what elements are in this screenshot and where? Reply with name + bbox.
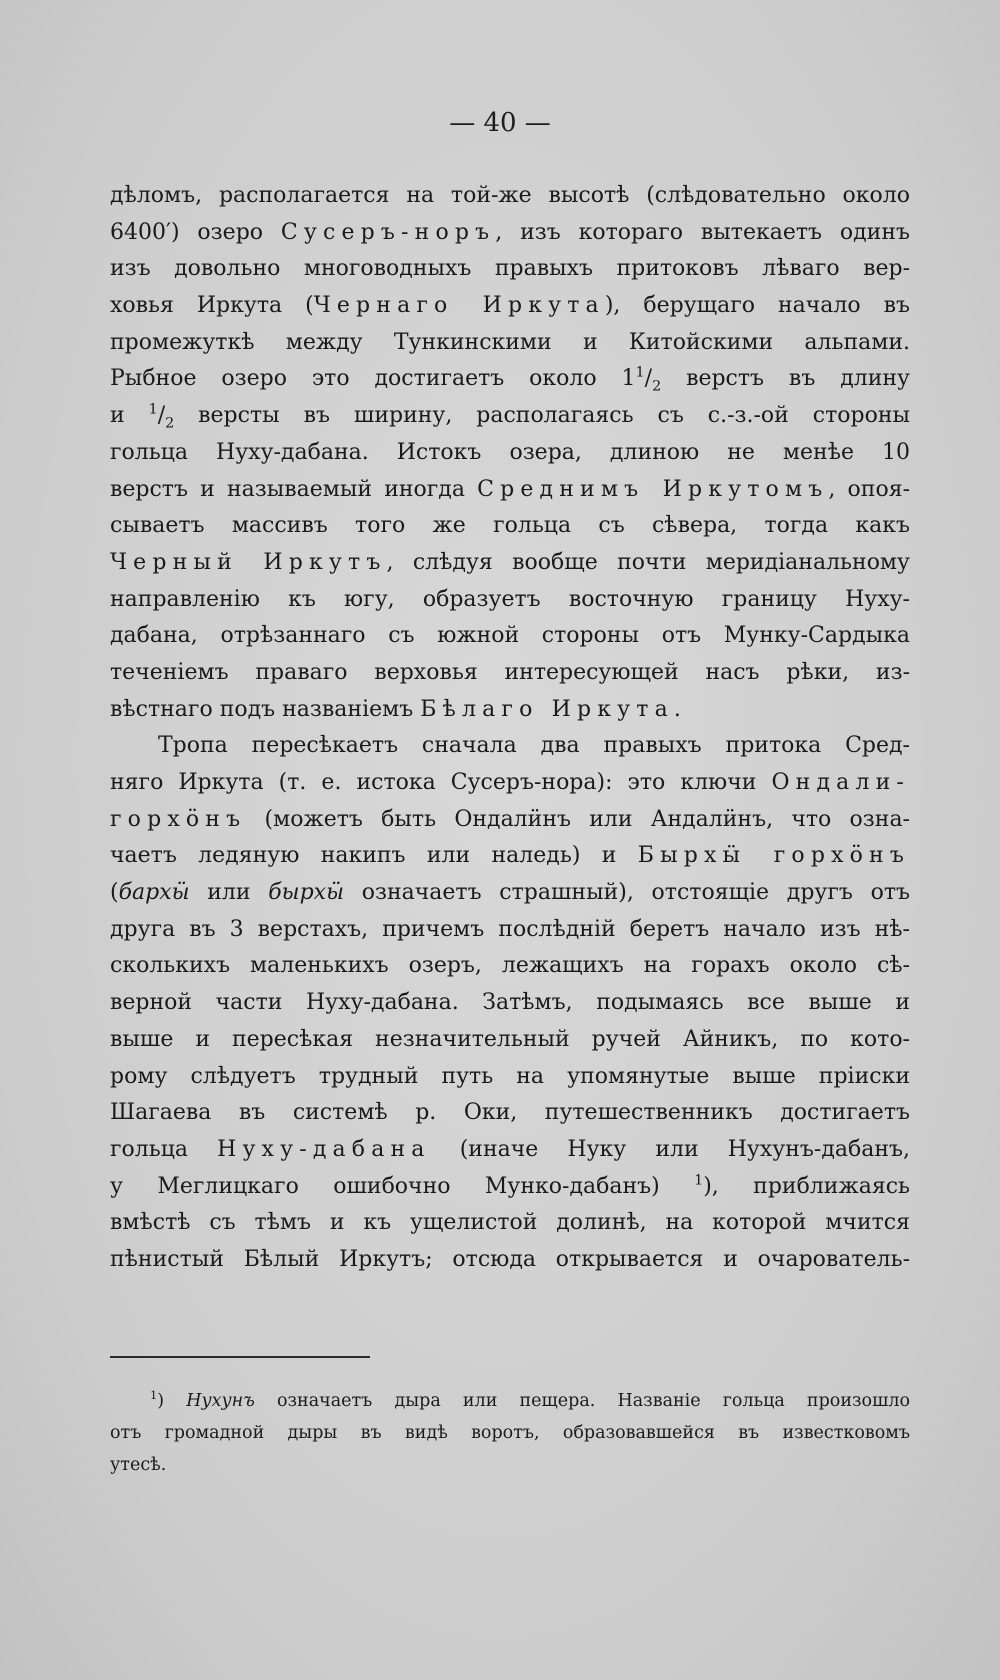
body-line: верной части Нуху-дабана. Затѣмъ, подымаясь все выше и bbox=[110, 990, 910, 1016]
body-line: сколькихъ маленькихъ озеръ, лежащихъ на горахъ около сѣ- bbox=[110, 953, 910, 979]
body-line: вѣстнаго подъ названіемъ Бѣлаго Иркута. bbox=[110, 696, 681, 722]
body-line: рому слѣдуетъ трудный путь на упомянутые выше пріиски bbox=[110, 1063, 910, 1089]
body-line: ховья Иркута (Чернаго Иркута), берущаго начало въ bbox=[110, 293, 910, 319]
footnote-line: $^1$) Нухунъ означаетъ дыра или пещера. Названіе гольца произошло bbox=[150, 1388, 910, 1411]
body-line: Тропа пересѣкаетъ сначала два правыхъ притока Сред- bbox=[158, 733, 910, 759]
footnote-line: отъ громадной дыры въ видѣ воротъ, образовавшейся въ известковомъ bbox=[110, 1423, 910, 1443]
body-line: и $^1/_2$ версты въ ширину, располагаясь съ с.-з.-ой стороны bbox=[110, 401, 910, 432]
footnote-divider bbox=[110, 1356, 370, 1358]
body-line: друга въ 3 верстахъ, причемъ послѣдній беретъ начало изъ нѣ- bbox=[110, 916, 910, 942]
body-line: няго Иркута (т. е. истока Сусеръ-нора): это ключи Ондали- bbox=[110, 770, 910, 795]
body-line: дабана, отрѣзаннаго съ южной стороны отъ Мунку-Сардыка bbox=[110, 623, 910, 649]
body-line: 6400′) озеро Сусеръ-норъ, изъ котораго вытекаетъ одинъ bbox=[110, 219, 910, 245]
body-line: Рыбное озеро это достигаетъ около $1^1/_2$ верстъ въ длину bbox=[110, 365, 910, 395]
body-line: пѣнистый Бѣлый Иркутъ; отсюда открывается и очарователь- bbox=[110, 1246, 910, 1272]
body-line: теченіемъ праваго верховья интересующей насъ рѣки, из- bbox=[110, 659, 910, 685]
main-text bbox=[110, 178, 910, 1279]
page-number: — 40 — bbox=[449, 108, 551, 138]
body-line: изъ довольно многоводныхъ правыхъ притоковъ лѣваго вер- bbox=[110, 256, 910, 282]
body-line: чаетъ ледяную накипъ или наледь) и Бырхӹ горхӧнъ bbox=[110, 843, 910, 869]
body-line: сываетъ массивъ того же гольца съ сѣвера, тогда какъ bbox=[110, 513, 910, 539]
body-line: у Меглицкаго ошибочно Мунко-дабанъ) $^1$), приближаясь bbox=[110, 1172, 910, 1199]
body-line: промежуткѣ между Тункинскими и Китойскими альпами. bbox=[110, 329, 910, 355]
footnote-line: утесѣ. bbox=[110, 1455, 167, 1475]
body-line: выше и пересѣкая незначительный ручей Айникъ, по кото- bbox=[110, 1026, 910, 1052]
body-line: Черный Иркутъ, слѣдуя вообще почти меридіанальному bbox=[110, 549, 910, 575]
body-line: вмѣстѣ съ тѣмъ и къ ущелистой долинѣ, на которой мчится bbox=[110, 1210, 910, 1236]
body-line: горхӧнъ (можетъ быть Ондалӥнъ или Андалӥнъ, что озна- bbox=[110, 806, 910, 832]
footnote bbox=[110, 1385, 910, 1481]
body-line: (бархӹ или бырхӹ означаетъ страшный), отстоящіе другъ отъ bbox=[110, 880, 910, 906]
body-line: дѣломъ, располагается на той-же высотѣ (слѣдовательно около bbox=[110, 183, 910, 208]
body-line: гольца Нуху-дабана (иначе Нуку или Нухунъ-дабанъ, bbox=[110, 1136, 910, 1162]
body-line: гольца Нуху-дабана. Истокъ озера, длиною не менѣе 10 bbox=[110, 439, 910, 465]
body-line: верстъ и называемый иногда Среднимъ Иркутомъ, опоя- bbox=[110, 476, 910, 502]
body-line: Шагаева въ системѣ р. Оки, путешественникъ достигаетъ bbox=[110, 1100, 910, 1126]
body-line: направленію къ югу, образуетъ восточную границу Нуху- bbox=[110, 586, 910, 612]
